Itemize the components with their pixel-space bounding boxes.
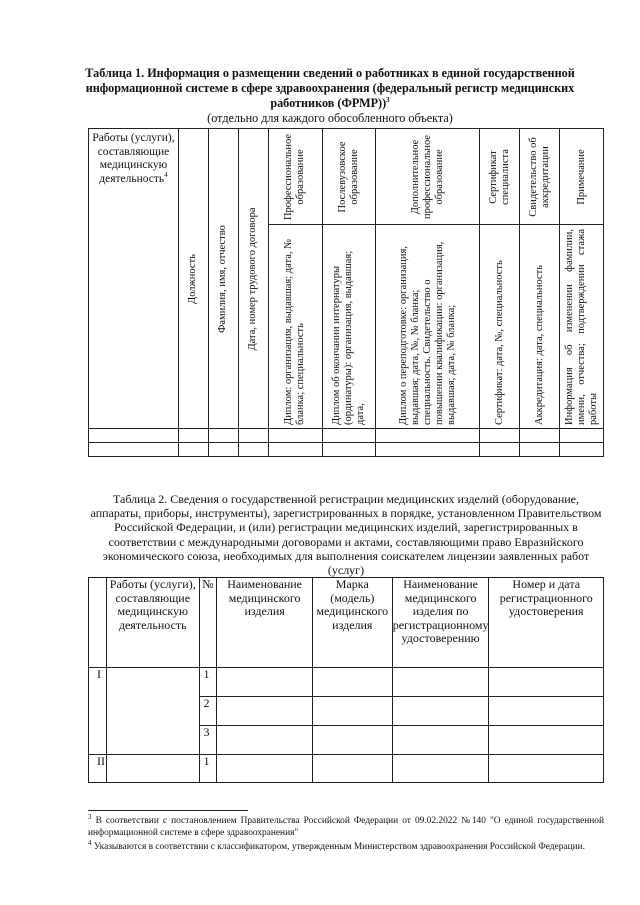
table-row — [89, 755, 604, 783]
header-device-name: Наименование медицинского изделия — [217, 578, 313, 668]
table-row — [89, 429, 604, 443]
header-position: Должность — [178, 129, 208, 429]
footnote-divider — [88, 810, 248, 811]
workers-table — [88, 128, 604, 457]
table-row — [89, 443, 604, 457]
header-num: № — [199, 578, 217, 668]
row-num: 3 — [199, 726, 217, 755]
footnote-4: $^4$ Указываются в соответствии с классификатором, утвержденным Министерством здравоохранения Российской Федерации. — [88, 838, 585, 852]
subheader-accr: Аккредитация: дата, специальность — [520, 225, 560, 429]
header-works: Работы (услуги), составляющие медицинскую деятельность$^4$ — [89, 129, 179, 429]
footnote-3: $^3$ В соответствии с постановлением Правительства Российской Федерации от 09.02.2022 №140 "О единой государственной информационной системе в сфере здравоохранения" — [88, 812, 605, 838]
roman-label: II — [89, 755, 107, 783]
header-name: Фамилия, имя, отчество — [208, 129, 238, 429]
subheader-addl-edu: Диплом о переподготовке: организация, выдавшая; дата, №, № бланка; специальность. Свидетельство о повышении квалификации: организация, выдавшая; дата, № бланка; — [376, 225, 480, 429]
subheader-postgrad: Диплом об окончании интернатуры (ординатуры): организация, выдавшая; дата, — [322, 225, 376, 429]
header-brand: Марка (модель) медицинского изделия — [312, 578, 392, 668]
header-addl-edu: Дополнительное профессиональное образование — [376, 129, 480, 225]
table2-title: Таблица 2. Сведения о государственной регистрации медицинских изделий (оборудование, аппараты, приборы, инструменты), зарегистрированных в порядке, установленном Правительством Российской Федерации, и (или) регистрации медицинских изделий, зарегистрированных в соответствии с международными договорами и актами, составляющими право Евразийского экономического союза, необходимых для выполнения соискателем лицензии заявленных работ (услуг) — [90, 492, 602, 578]
subheader-note: Информация об изменении фамилии, имени, отчества; подтверждении стажа работы — [560, 225, 604, 429]
header-contract: Дата, номер трудового договора — [238, 129, 268, 429]
row-num: 2 — [199, 697, 217, 726]
devices-table — [88, 577, 604, 783]
table1-title: Таблица 1. Информация о размещении сведений о работниках в единой государственной информационной системе в сфере здравоохранения (федеральный регистр медицинских работников (ФРМР))$^3$ — [85, 66, 575, 110]
subheader-cert: Сертификат: дата, №, специальность — [480, 225, 520, 429]
header-prof-edu: Профессиональное образование — [268, 129, 322, 225]
header-note: Примечание — [560, 129, 604, 225]
row-num: 1 — [199, 755, 217, 783]
header-blank — [89, 578, 107, 668]
table-row — [89, 668, 604, 697]
header-works: Работы (услуги), составляющие медицинскую деятельность — [106, 578, 199, 668]
footnote-ref-3: 3 — [386, 95, 390, 104]
roman-label: I — [89, 668, 107, 755]
header-accr: Свидетельство об аккредитации — [520, 129, 560, 225]
header-cert: Сертификат специалиста — [480, 129, 520, 225]
header-postgrad: Послевузовское образование — [322, 129, 376, 225]
row-num: 1 — [199, 668, 217, 697]
header-reg-number: Номер и дата регистрационного удостоверения — [489, 578, 604, 668]
header-reg-name: Наименование медицинского изделия по регистрационному удостоверению — [392, 578, 489, 668]
subheader-prof-edu: Диплом: организация, выдавшая; дата, № бланка; специальность — [268, 225, 322, 429]
table1-subtitle: (отдельно для каждого обособленного объекта) — [207, 111, 453, 125]
